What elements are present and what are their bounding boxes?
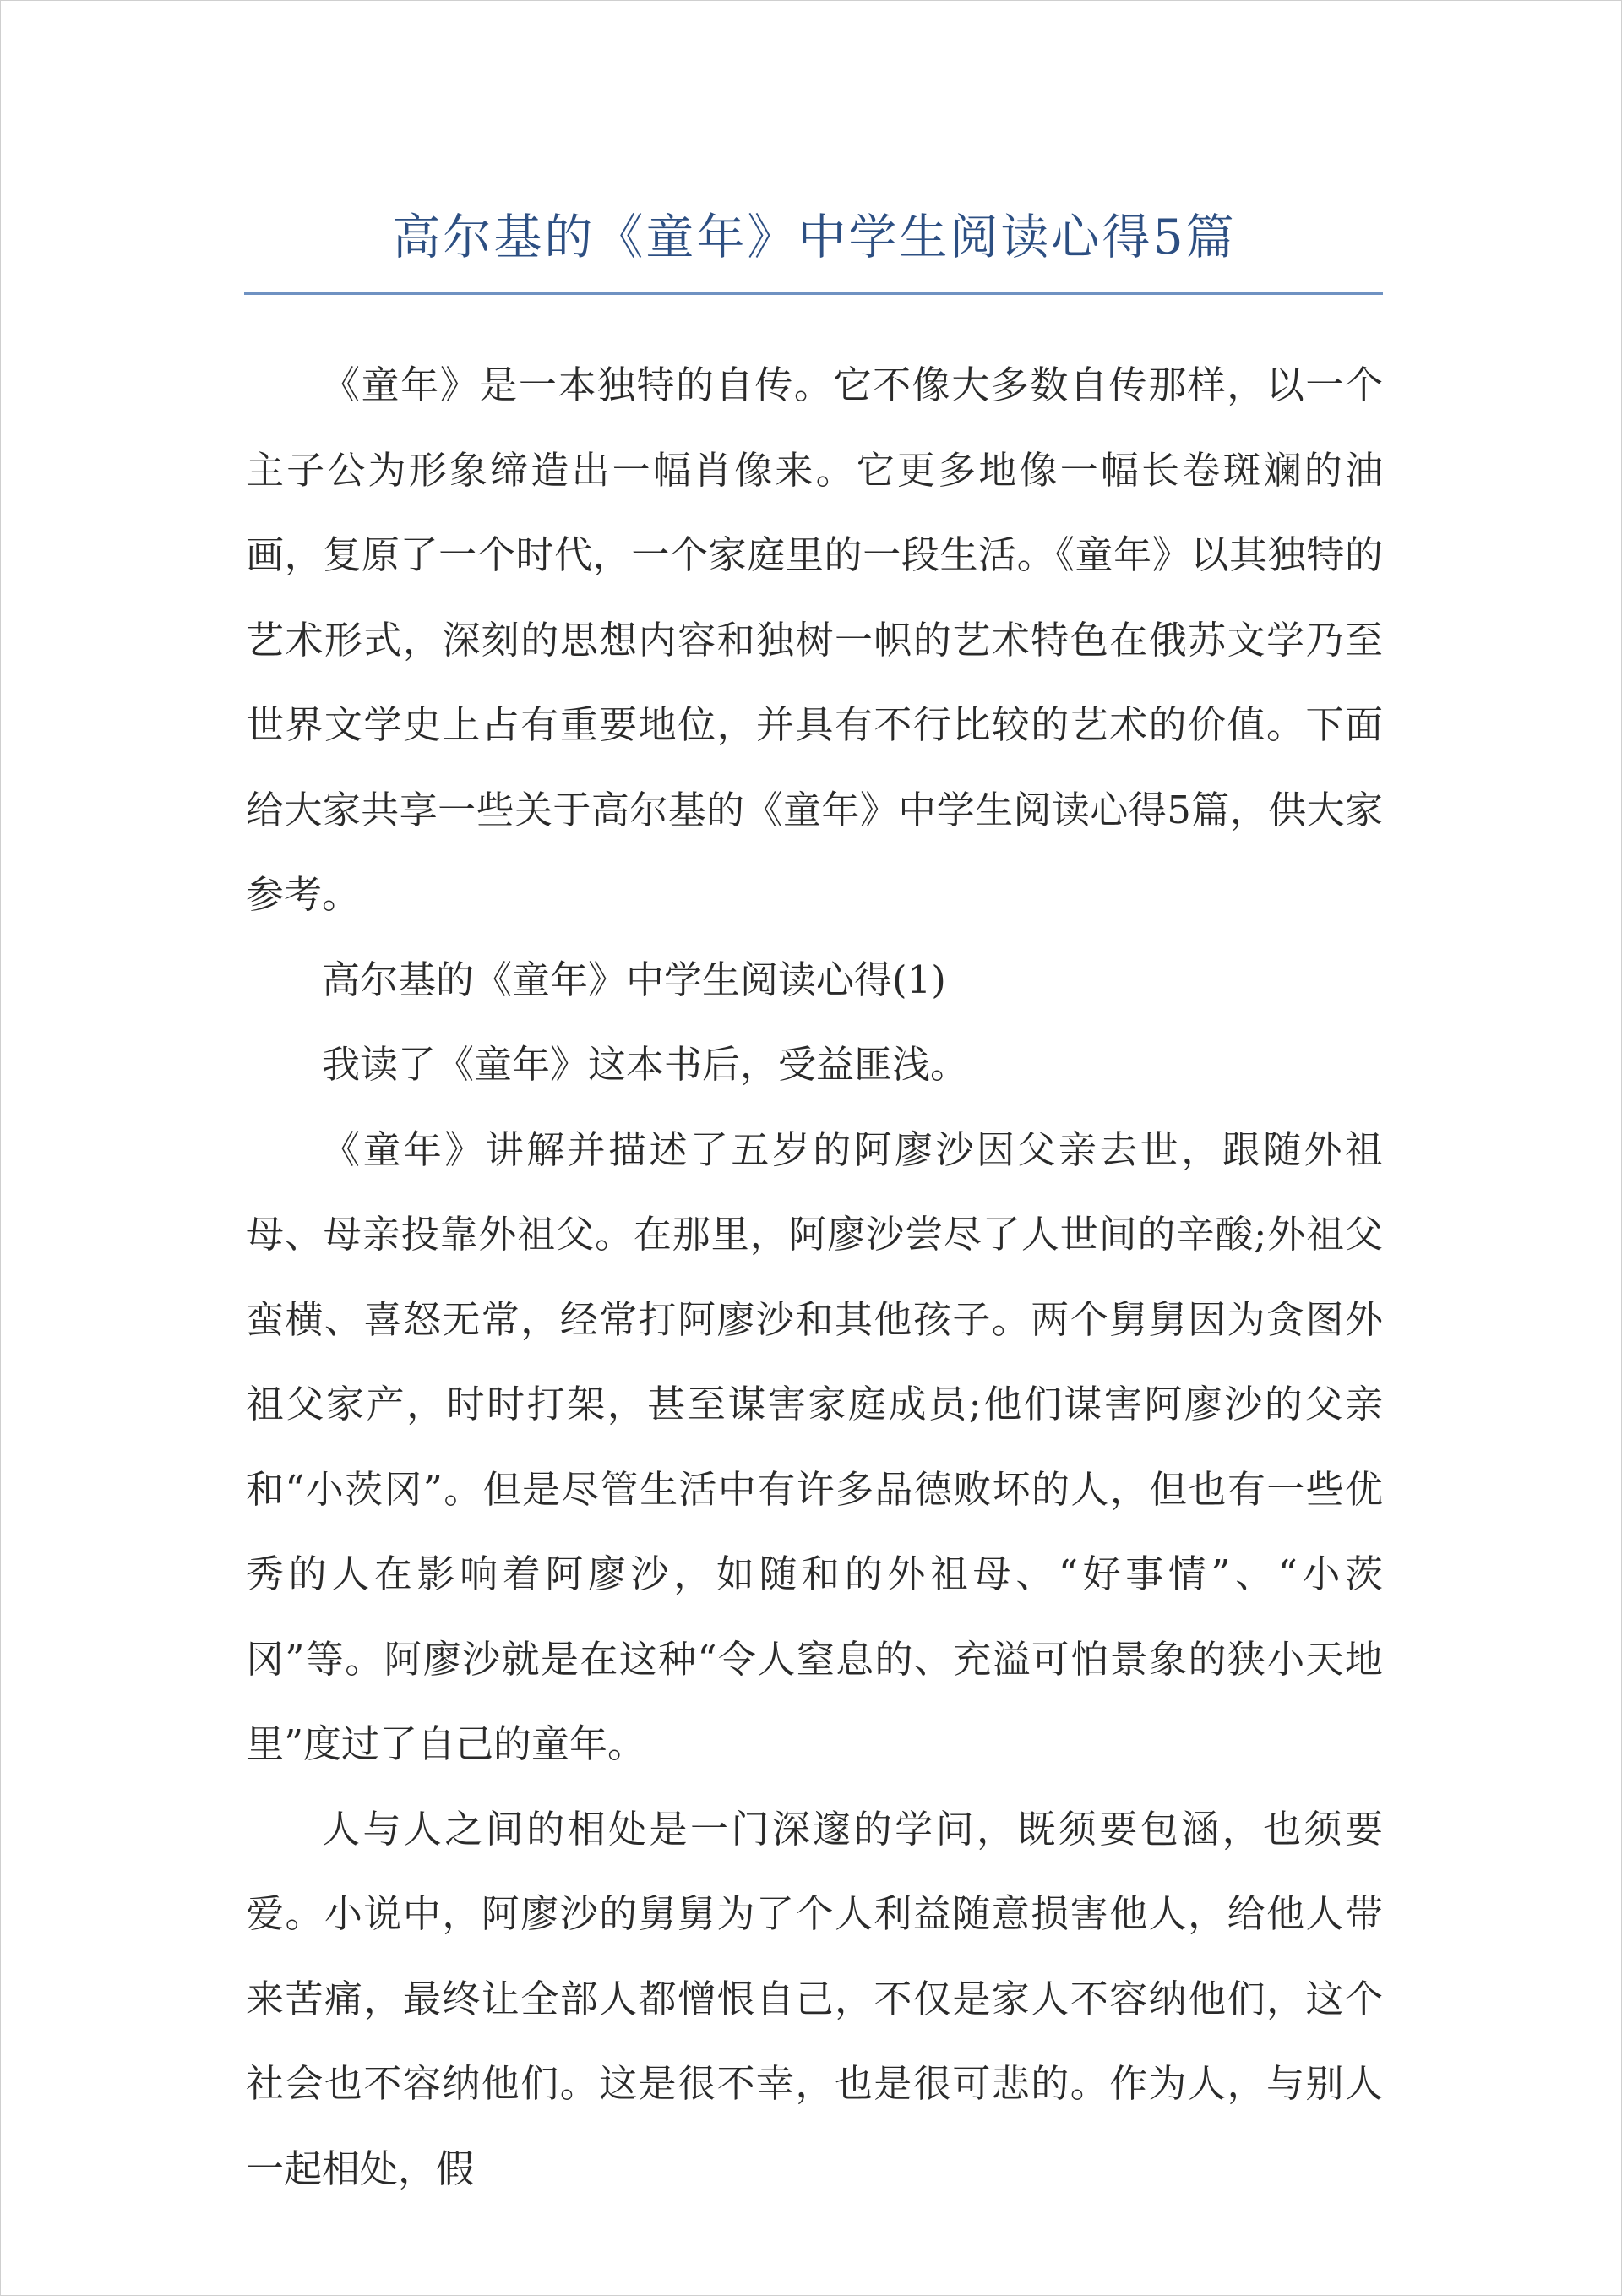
paragraph-3: 《童年》讲解并描述了五岁的阿廖沙因父亲去世，跟随外祖母、母亲投靠外祖父。在那里，阿廖沙尝尽了人世间的辛酸;外祖父蛮横、喜怒无常，经常打阿廖沙和其他孩子。两个舅舅因为贪图外祖父家产，时时打架，甚至谋害家庭成员;他们谋害阿廖沙的父亲和“小茨冈”。但是尽管生活中有许多品德败坏的人，但也有一些优秀的人在影响着阿廖沙，如随和的外祖母、“好事情”、“小茨冈”等。阿廖沙就是在这种“令人窒息的、充溢可怕景象的狭小天地里”度过了自己的童年。 [246,1126,1383,1766]
paragraph-intro: 《童年》是一本独特的自传。它不像大多数自传那样，以一个主子公为形象缔造出一幅肖像来。它更多地像一幅长卷斑斓的油画，复原了一个时代，一个家庭里的一段生活。《童年》以其独特的艺术形式，深刻的思想内容和独树一帜的艺术特色在俄苏文学乃至世界文学史上占有重要地位，并具有不行比较的艺术的价值。下面给大家共享一些关于高尔基的《童年》中学生阅读心得5篇，供大家参考。 [246,363,1383,917]
page-title: 高尔基的《童年》中学生阅读心得5篇 [392,210,1237,265]
paragraph-2: 我读了《童年》这本书后，受益匪浅。 [322,1042,969,1087]
document-body [246,343,1383,2211]
title-underline [244,292,1383,295]
paragraph-heading-1: 高尔基的《童年》中学生阅读心得(1) [322,957,946,1002]
paragraph-4: 人与人之间的相处是一门深邃的学问，既须要包涵，也须要爱。小说中，阿廖沙的舅舅为了个人利益随意损害他人，给他人带来苦痛，最终让全部人都憎恨自己，不仅是家人不容纳他们，这个社会也不容纳他们。这是很不幸，也是很可悲的。作为人，与别人一起相处，假 [246,1806,1383,2191]
